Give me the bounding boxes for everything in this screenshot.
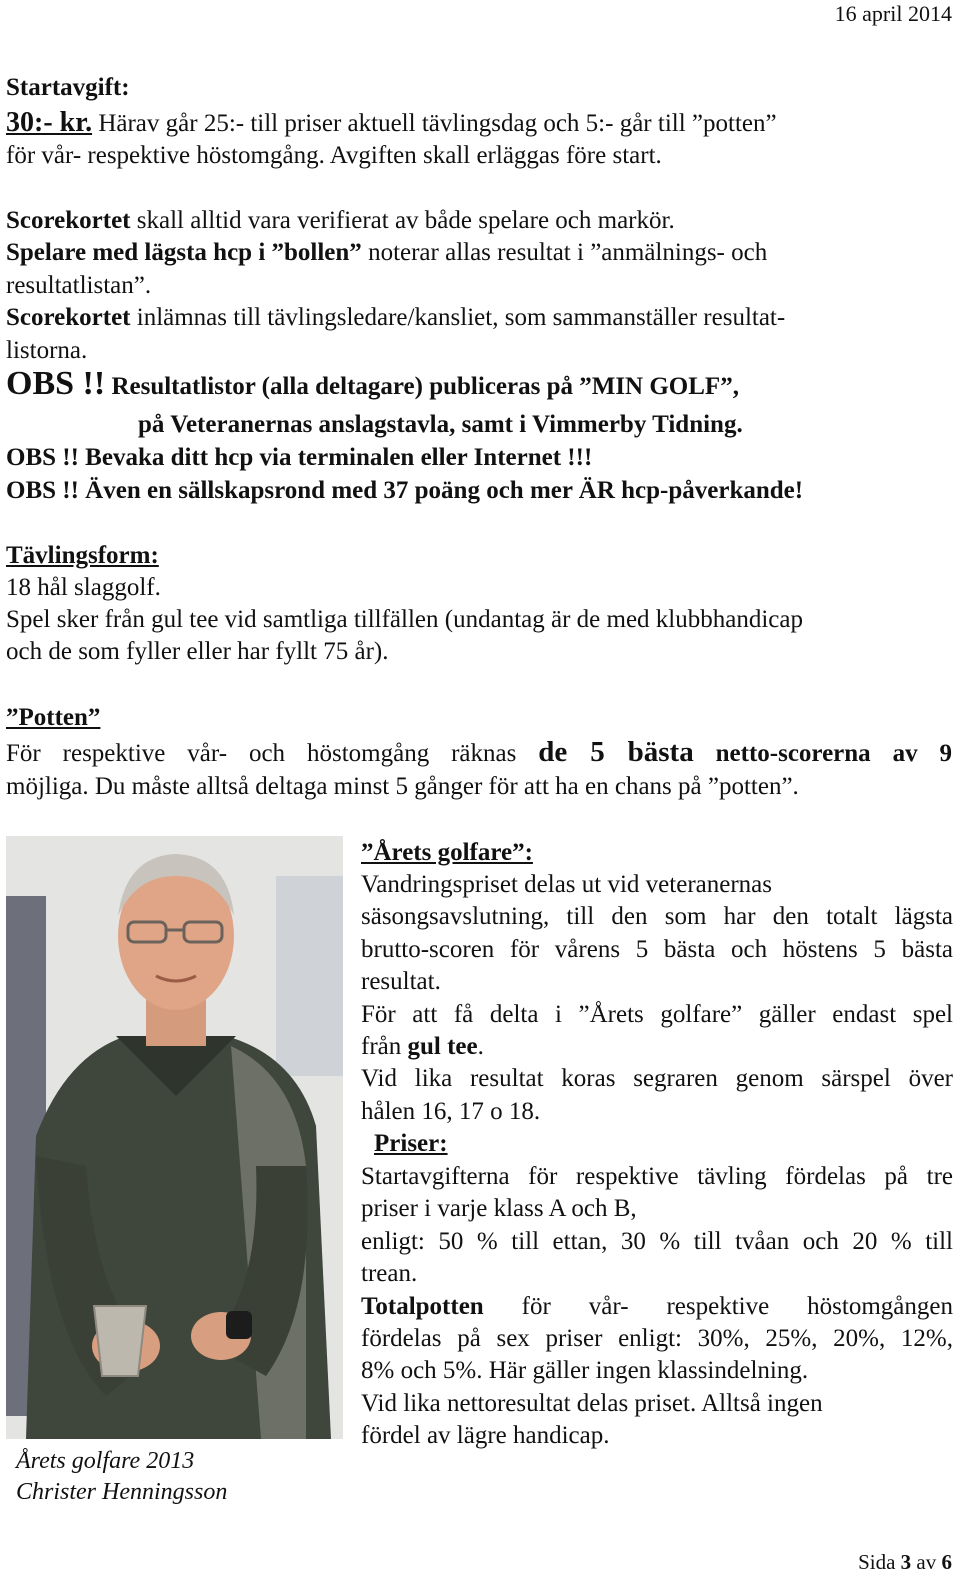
priser-line-8: Vid lika nettoresultat delas priset. Alltså ingen <box>361 1390 823 1417</box>
tavlingsform-line-1: 18 hål slaggolf. <box>6 574 161 601</box>
scorecard-text-1: skall alltid vara verifierat av både spelare och markör. <box>130 207 675 234</box>
scorecard-line-2 <box>6 237 767 270</box>
obs-line-2: på Veteranernas anslagstavla, samt i Vimmerby Tidning. <box>138 411 743 438</box>
footer-total-pages: 6 <box>941 1550 952 1574</box>
arets-line-2: säsongsavslutning, till den som har den totalt lägsta <box>361 903 953 930</box>
startavgift-heading: Startavgift: <box>6 74 130 101</box>
photo-caption-line-1: Årets golfare 2013 <box>16 1448 195 1474</box>
priser-line-6: fördelas på sex priser enligt: 30%, 25%, 20%, 12%, <box>361 1325 953 1352</box>
arets-line-1: Vandringspriset delas ut vid veteranernas <box>361 871 772 898</box>
scorecard-line-4 <box>6 302 785 335</box>
priser-totalpotten: Totalpotten <box>361 1293 484 1320</box>
scorecard-bold-4: Scorekortet <box>6 304 131 331</box>
tavlingsform-line-3: och de som fyller eller har fyllt 75 år). <box>6 638 389 665</box>
footer-mid: av <box>911 1550 942 1574</box>
footer-page-number: 3 <box>900 1550 912 1574</box>
startavgift-text-1: Härav går 25:- till priser aktuell tävlingsdag och 5:- går till ”potten” <box>92 110 777 137</box>
potten-line-2: möjliga. Du måste alltså deltaga minst 5 gånger för att ha en chans på ”potten”. <box>6 773 799 800</box>
priser-line-3: enligt: 50 % till ettan, 30 % till tvåan och 20 % till <box>361 1228 953 1255</box>
obs-text-1: Resultatlistor (alla deltagare) publiceras på ”MIN GOLF”, <box>105 373 739 400</box>
priser-line-4: trean. <box>361 1260 418 1287</box>
potten-text-a: För respektive vår- och höstomgång räknas <box>6 740 539 767</box>
tavlingsform-line-2: Spel sker från gul tee vid samtliga tillfällen (undantag är de med klubbhandicap <box>6 606 803 633</box>
scorecard-bold-1: Scorekortet <box>6 207 131 234</box>
obs-line-3: OBS !! Bevaka ditt hcp via terminalen eller Internet !!! <box>6 444 593 471</box>
scorecard-text-4: inlämnas till tävlingsledare/kansliet, som sammanställer resultat- <box>130 304 786 331</box>
scorecard-line-1 <box>6 205 675 238</box>
footer-prefix: Sida <box>858 1550 901 1574</box>
startavgift-line-1 <box>6 107 777 141</box>
scorecard-line-3: resultatlistan”. <box>6 272 152 299</box>
tavlingsform-heading: Tävlingsform: <box>6 542 159 569</box>
obs-line-4: OBS !! Även en sällskapsrond med 37 poäng och mer ÄR hcp-påverkande! <box>6 477 804 504</box>
priser-heading: Priser: <box>374 1130 448 1157</box>
arets-line-3: brutto-scoren för vårens 5 bästa och höstens 5 bästa <box>361 936 953 963</box>
potten-line-1 <box>6 736 952 771</box>
page-footer <box>858 1546 952 1579</box>
golfer-photo <box>6 836 343 1439</box>
priser-line-1: Startavgifterna för respektive tävling fördelas på tre <box>361 1163 953 1190</box>
potten-text-c: netto-scorerna av 9 <box>693 740 952 767</box>
obs-line-1 <box>6 365 739 404</box>
scorecard-line-5: listorna. <box>6 337 88 364</box>
startavgift-price: 30:- kr. <box>6 107 93 138</box>
obs-big: OBS !! <box>6 365 106 402</box>
scorecard-bold-2: Spelare med lägsta hcp i ”bollen” <box>6 239 362 266</box>
scorecard-text-2: noterar allas resultat i ”anmälnings- och <box>361 239 768 266</box>
potten-text-b: de 5 bästa <box>538 736 694 768</box>
startavgift-line-2: för vår- respektive höstomgång. Avgiften skall erläggas före start. <box>6 142 662 169</box>
photo-caption-line-2: Christer Henningsson <box>16 1479 228 1505</box>
arets-text-6a: från <box>361 1033 408 1060</box>
priser-line-2: priser i varje klass A och B, <box>361 1195 637 1222</box>
arets-line-8: hålen 16, 17 o 18. <box>361 1098 541 1125</box>
arets-gul-tee: gul tee <box>407 1033 478 1060</box>
priser-line-5 <box>361 1291 953 1324</box>
potten-heading: ”Potten” <box>6 704 101 731</box>
priser-line-7: 8% och 5%. Här gäller ingen klassindelning. <box>361 1357 809 1384</box>
arets-line-4: resultat. <box>361 968 441 995</box>
photo-caption <box>16 1446 227 1508</box>
golfer-photo-illustration <box>6 836 343 1439</box>
priser-line-9: fördel av lägre handicap. <box>361 1422 610 1449</box>
arets-line-5: För att få delta i ”Årets golfare” gäller endast spel <box>361 1001 953 1028</box>
arets-line-6 <box>361 1031 953 1064</box>
priser-text-5: för vår- respektive höstomgången <box>483 1293 953 1320</box>
page-date: 16 april 2014 <box>834 1 952 26</box>
arets-text-6c: . <box>477 1033 484 1060</box>
arets-heading: ”Årets golfare”: <box>361 839 533 866</box>
arets-line-7: Vid lika resultat koras segraren genom särspel över <box>361 1065 953 1092</box>
